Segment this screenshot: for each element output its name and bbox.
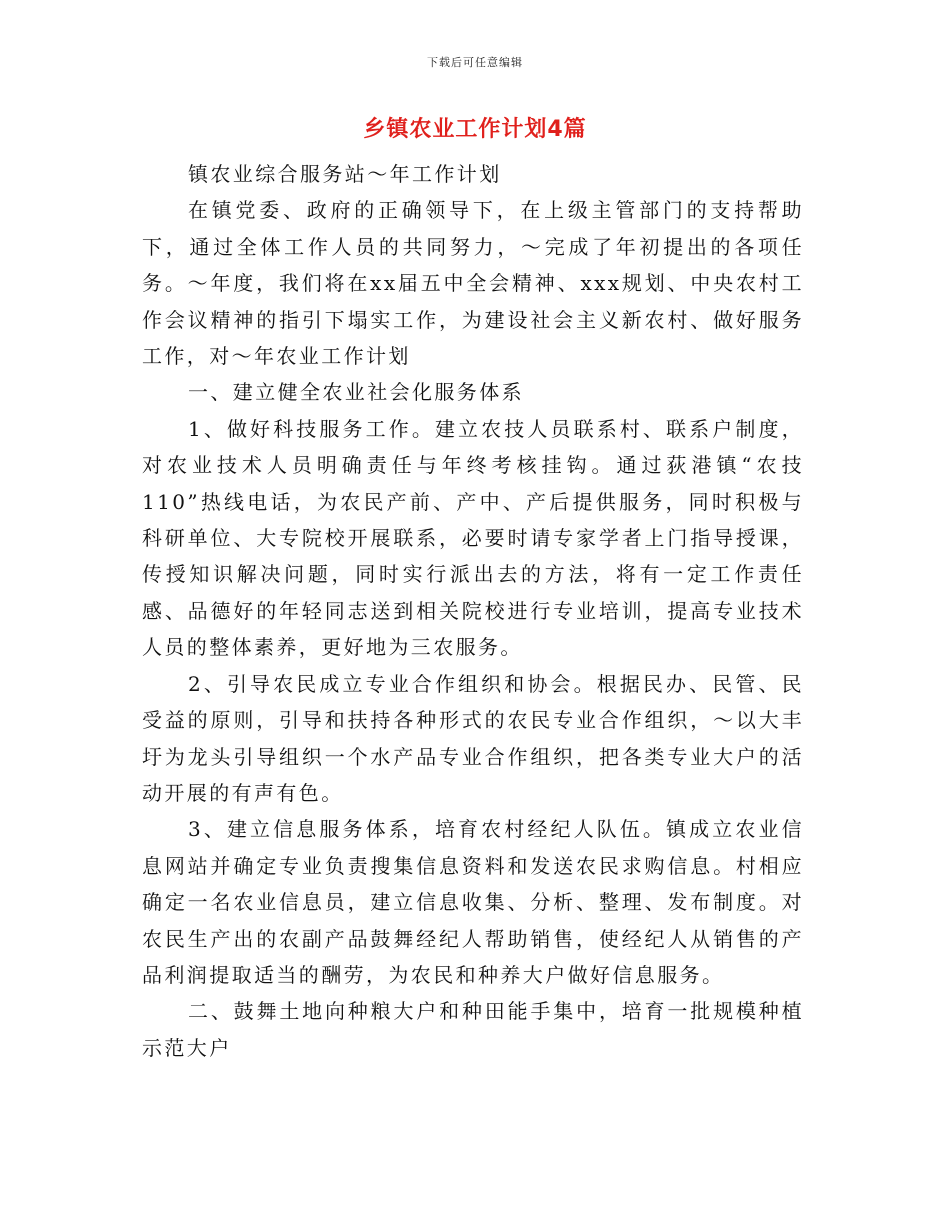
document-body (142, 156, 804, 1066)
paragraph-subtitle: 镇农业综合服务站～年工作计划 (188, 162, 502, 186)
document-title: 乡镇农业工作计划4篇 (363, 117, 587, 142)
paragraph-item-3: 3、建立信息服务体系，培育农村经纪人队伍。镇成立农业信息网站并确定专业负责搜集信息资料和发送农民求购信息。村相应确定一名农业信息员，建立信息收集、分析、整理、发布制度。对农民生产出的农副产品鼓舞经纪人帮助销售，使经纪人从销售的产品利润提取适当的酬劳，为农民和种养大户做好信息服务。 (142, 817, 804, 987)
section-heading-2: 二、鼓舞土地向种粮大户和种田能手集中，培育一批规模种植示范大户 (142, 999, 804, 1060)
paragraph-intro: 在镇党委、政府的正确领导下，在上级主管部门的支持帮助下，通过全体工作人员的共同努力，～完成了年初提出的各项任务。～年度，我们将在xx届五中全会精神、xxx规划、中央农村工作会议精神的指引下塌实工作，为建设社会主义新农村、做好服务工作，对～年农业工作计划 (142, 198, 804, 369)
header-note: 下载后可任意编辑 (427, 56, 523, 69)
section-heading-1: 一、建立健全农业社会化服务体系 (188, 380, 524, 405)
paragraph-item-1: 1、做好科技服务工作。建立农技人员联系村、联系户制度，对农业技术人员明确责任与年终考核挂钩。通过荻港镇“农技110”热线电话，为农民产前、产中、产后提供服务，同时积极与科研单位、大专院校开展联系，必要时请专家学者上门指导授课，传授知识解决问题，同时实行派出去的方法，将有一定工作责任感、品德好的年轻同志送到相关院校进行专业培训，提高专业技术人员的整体素养，更好地为三农服务。 (142, 416, 804, 660)
paragraph-item-2: 2、引导农民成立专业合作组织和协会。根据民办、民管、民受益的原则，引导和扶持各种形式的农民专业合作组织，～以大丰圩为龙头引导组织一个水产品专业合作组织，把各类专业大户的活动开展的有声有色。 (142, 671, 804, 805)
